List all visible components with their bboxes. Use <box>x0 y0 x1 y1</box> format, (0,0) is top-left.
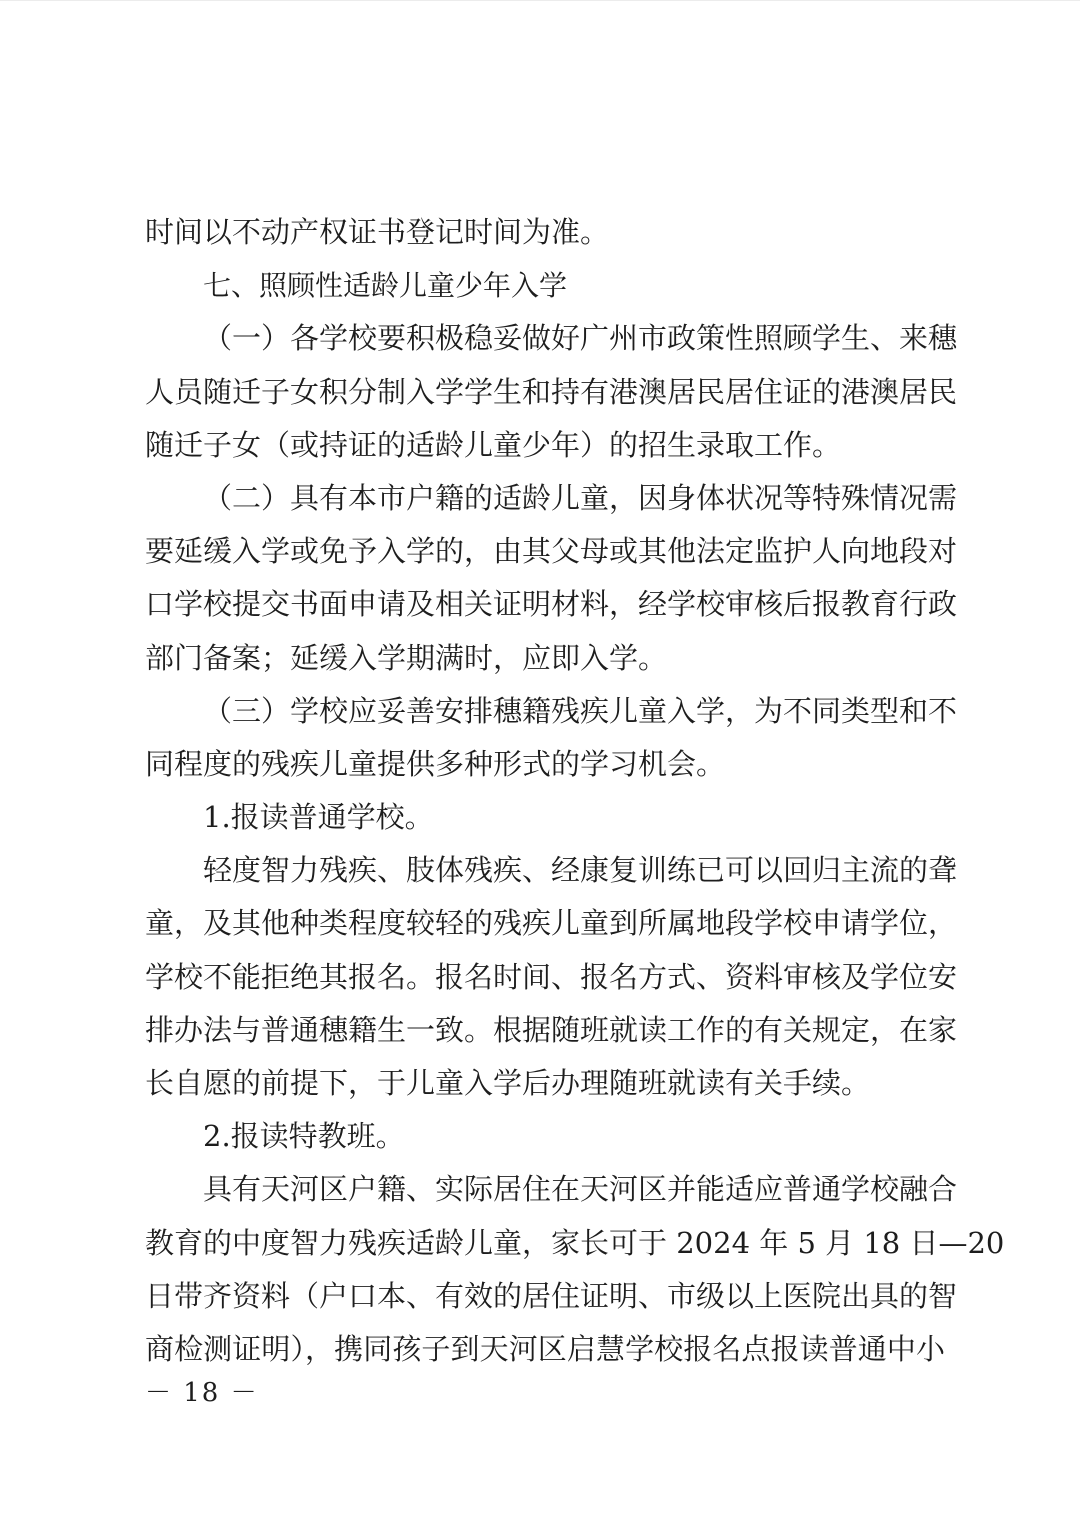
paragraph-line: 学校不能拒绝其报名。报名时间、报名方式、资料审核及学位安 <box>145 959 958 994</box>
paragraph-line: 同程度的残疾儿童提供多种形式的学习机会。 <box>145 746 726 781</box>
subsection-heading: 1.报读普通学校。 <box>203 800 434 835</box>
paragraph-line: 具有天河区户籍、实际居住在天河区并能适应普通学校融合 <box>203 1172 958 1207</box>
paragraph-line: 时间以不动产权证书登记时间为准。 <box>145 215 610 249</box>
paragraph-line: 口学校提交书面申请及相关证明材料，经学校审核后报教育行政 <box>145 587 958 622</box>
paragraph-line: 商检测证明），携同孩子到天河区启慧学校报名点报读普通中小 <box>145 1331 945 1366</box>
paragraph-line: 要延缓入学或免予入学的，由其父母或其他法定监护人向地段对 <box>145 534 958 569</box>
paragraph-line: 排办法与普通穗籍生一致。根据随班就读工作的有关规定，在家 <box>145 1012 958 1047</box>
section-heading: 七、照顾性适龄儿童少年入学 <box>203 269 568 303</box>
paragraph-line: 教育的中度智力残疾适龄儿童，家长可于 2024 年 5 月 18 日—20 <box>145 1225 1005 1260</box>
document-body <box>145 206 1005 1376</box>
paragraph-line: 部门备案；延缓入学期满时，应即入学。 <box>145 640 668 675</box>
paragraph-line: 长自愿的前提下，于儿童入学后办理随班就读有关手续。 <box>145 1066 871 1100</box>
paragraph-line: 童，及其他种类程度较轻的残疾儿童到所属地段学校申请学位， <box>145 906 958 941</box>
subsection-heading: 2.报读特教班。 <box>203 1119 405 1154</box>
page-number: － 18 － <box>145 1378 259 1408</box>
paragraph-line: 随迁子女（或持证的适龄儿童少年）的招生录取工作。 <box>145 427 842 462</box>
paragraph-line: 人员随迁子女积分制入学学生和持有港澳居民居住证的港澳居民 <box>145 374 958 409</box>
paragraph-line: 日带齐资料（户口本、有效的居住证明、市级以上医院出具的智 <box>145 1278 958 1313</box>
paragraph-line: （一）各学校要积极稳妥做好广州市政策性照顾学生、来穗 <box>203 321 958 356</box>
paragraph-line: （二）具有本市户籍的适龄儿童，因身体状况等特殊情况需 <box>203 480 958 515</box>
paragraph-line: 轻度智力残疾、肢体残疾、经康复训练已可以回归主流的聋 <box>203 853 958 888</box>
paragraph-line: （三）学校应妥善安排穗籍残疾儿童入学，为不同类型和不 <box>203 693 958 728</box>
